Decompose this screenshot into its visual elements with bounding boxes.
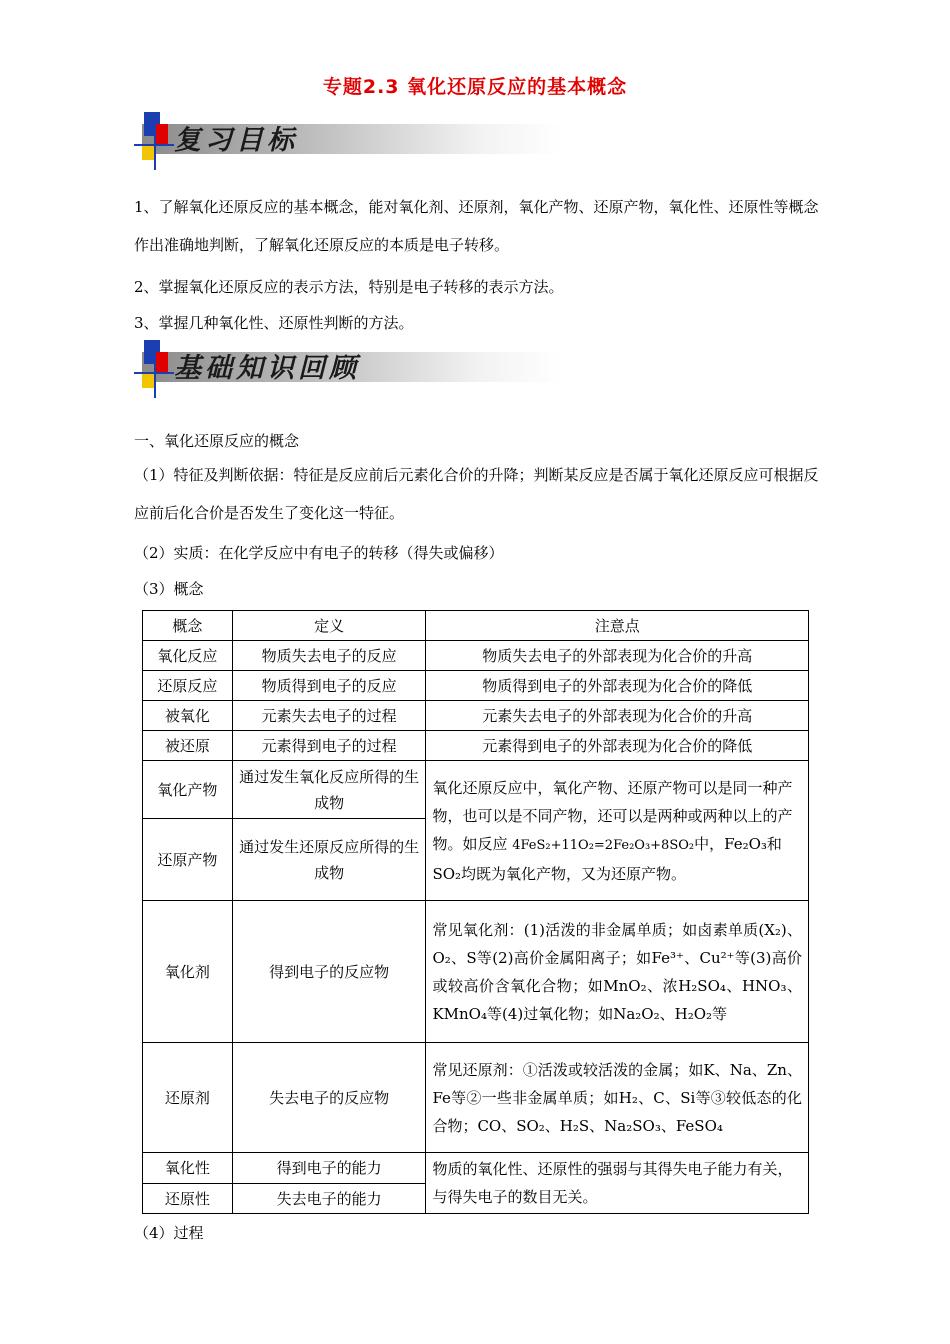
table-header: 概念 <box>143 611 233 641</box>
paragraph-process-label: （4）过程 <box>134 1224 204 1242</box>
concept-table <box>142 610 809 1214</box>
table-header: 注意点 <box>426 611 809 641</box>
banner-title: 基础知识回顾 <box>174 353 360 384</box>
banner-decoration-icon <box>156 124 168 146</box>
table-header: 定义 <box>232 611 426 641</box>
section-heading: 一、氧化还原反应的概念 <box>134 432 300 450</box>
table-row: 氧化反应 物质失去电子的反应 物质失去电子的外部表现为化合价的升高 <box>143 641 809 671</box>
page-title: 专题2.3 氧化还原反应的基本概念 <box>322 76 628 98</box>
table-header-row <box>143 611 809 641</box>
goal-1: 1、了解氧化还原反应的基本概念，能对氧化剂、还原剂，氧化产物、还原产物，氧化性、还原性等概念作出准确地判断，了解氧化还原反应的本质是电子转移。 <box>134 198 819 254</box>
table-row: 氧化剂 得到电子的反应物 常见氧化剂：(1)活泼的非金属单质；如卤素单质(X₂)、O₂、S等(2)高价金属阳离子；如Fe³⁺、Cu²⁺等(3)高价或较高价含氧化合物；如MnO₂、浓H₂SO₄、HNO₃、KMnO₄等(4)过氧化物；如Na₂O₂、H₂O₂等 <box>143 901 809 1043</box>
banner-decoration-icon <box>142 146 154 160</box>
banner-title: 复习目标 <box>174 125 298 156</box>
paragraph-concept-label: （3）概念 <box>134 580 204 598</box>
section-banner-review-goals <box>134 112 574 170</box>
note-products: 氧化还原反应中，氧化产物、还原产物可以是同一种产物，也可以是不同产物，还可以是两种或两种以上的产物。如反应 4FeS₂+11O₂=2Fe₂O₃+8SO₂中，Fe₂O₃和SO₂均既为氧化产物，又为还原产物。 <box>426 761 809 901</box>
goal-3: 3、掌握几种氧化性、还原性判断的方法。 <box>134 314 414 332</box>
table-row: 还原产物 通过发生还原反应所得的生成物 <box>143 819 809 901</box>
table-row: 被氧化 元素失去电子的过程 元素失去电子的外部表现为化合价的升高 <box>143 701 809 731</box>
note-property: 物质的氧化性、还原性的强弱与其得失电子能力有关，与得失电子的数目无关。 <box>426 1153 809 1214</box>
note-oxidant: 常见氧化剂：(1)活泼的非金属单质；如卤素单质(X₂)、O₂、S等(2)高价金属阳离子；如Fe³⁺、Cu²⁺等(3)高价或较高价含氧化合物；如MnO₂、浓H₂SO₄、HNO₃、KMnO₄等(4)过氧化物；如Na₂O₂、H₂O₂等 <box>426 901 809 1043</box>
banner-decoration-icon <box>156 352 168 374</box>
table-row: 氧化性 得到电子的能力 物质的氧化性、还原性的强弱与其得失电子能力有关，与得失电子的数目无关。 <box>143 1153 809 1184</box>
section-banner-basic-review <box>134 340 574 398</box>
goal-2: 2、掌握氧化还原反应的表示方法，特别是电子转移的表示方法。 <box>134 278 564 296</box>
note-reductant: 常见还原剂：①活泼或较活泼的金属；如K、Na、Zn、Fe等②一些非金属单质；如H₂、C、Si等③较低态的化合物；CO、SO₂、H₂S、Na₂SO₃、FeSO₄ <box>426 1043 809 1153</box>
table-row: 还原反应 物质得到电子的反应 物质得到电子的外部表现为化合价的降低 <box>143 671 809 701</box>
paragraph-feature: （1）特征及判断依据：特征是反应前后元素化合价的升降；判断某反应是否属于氧化还原反应可根据反应前后化合价是否发生了变化这一特征。 <box>134 466 819 522</box>
banner-decoration-icon <box>142 374 154 388</box>
paragraph-essence: （2）实质：在化学反应中有电子的转移（得失或偏移） <box>134 544 504 562</box>
table-row: 被还原 元素得到电子的过程 元素得到电子的外部表现为化合价的降低 <box>143 731 809 761</box>
table-row: 还原性 失去电子的能力 <box>143 1183 809 1214</box>
table-row: 氧化产物 通过发生氧化反应所得的生成物 氧化还原反应中，氧化产物、还原产物可以是同一种产物，也可以是不同产物，还可以是两种或两种以上的产物。如反应 4FeS₂+11O₂=2Fe₂O₃+8SO₂中，Fe₂O₃和SO₂均既为氧化产物，又为还原产物。 <box>143 761 809 819</box>
table-row: 还原剂 失去电子的反应物 常见还原剂：①活泼或较活泼的金属；如K、Na、Zn、Fe等②一些非金属单质；如H₂、C、Si等③较低态的化合物；CO、SO₂、H₂S、Na₂SO₃、FeSO₄ <box>143 1043 809 1153</box>
